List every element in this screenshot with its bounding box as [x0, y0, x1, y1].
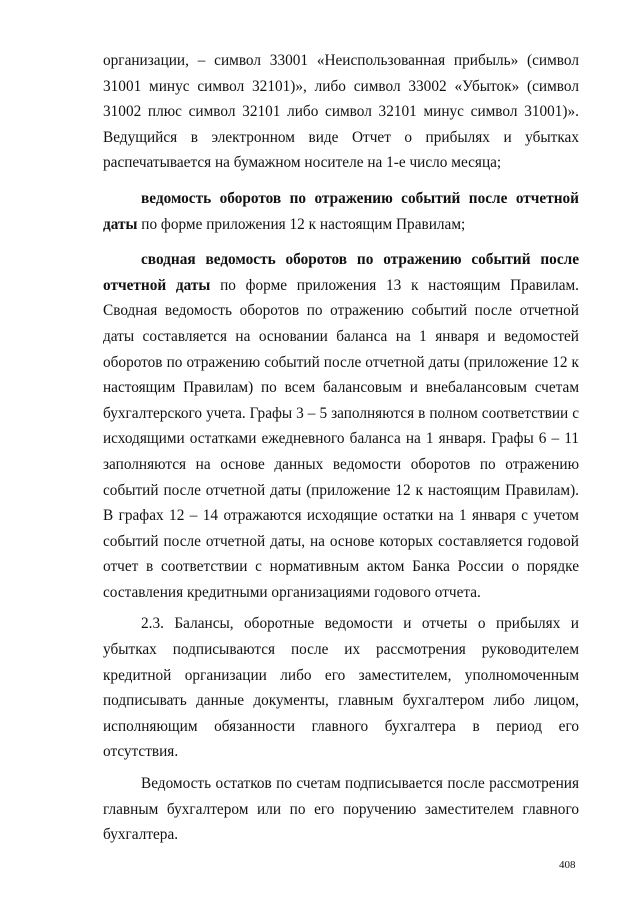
- paragraph-term: ведомость оборотов по отражению событий после отчетной даты: [103, 189, 579, 233]
- paragraph-text: по форме приложения 12 к настоящим Правилам;: [137, 215, 466, 233]
- paragraph-turnover-statement: [103, 186, 579, 237]
- paragraph-text: Ведомость остатков по счетам подписывается после рассмотрения главным бухгалтером или по его поручению заместителем главного бухгалтера.: [103, 775, 579, 844]
- paragraph-text: организации, – символ 33001 «Неиспользованная прибыль» (символ 31001 минус символ 32101)», либо символ 33002 «Убыток» (символ 31002 плюс символ 32101 либо символ 32101 минус символ 31001)». Ведущийся в электронном виде Отчет о прибылях и убытках распечатывается на бумажном носителе на 1-е число месяца;: [103, 52, 579, 172]
- paragraph-continuation: [103, 48, 579, 176]
- page-number: 408: [559, 859, 576, 871]
- paragraph-text: по форме приложения 13 к настоящим Правилам. Сводная ведомость оборотов по отражению событий после отчетной даты составляется на основании баланса на 1 января и ведомостей оборотов по отражению событий после отчетной даты (приложение 12 к настоящим Правилам) по всем балансовым и внебалансовым счетам бухгалтерского учета. Графы 3 – 5 заполняются в полном соответствии с исходящими остатками ежедневного баланса на 1 января. Графы 6 – 11 заполняются на основе данных ведомости оборотов по отражению событий после отчетной даты (приложение 12 к настоящим Правилам). В графах 12 – 14 отражаются исходящие остатки на 1 января с учетом событий после отчетной даты, на основе которых составляется годовой отчет в соответствии с нормативным актом Банка России о порядке составления кредитными организациями годового отчета.: [103, 276, 579, 601]
- paragraph-term: сводная ведомость оборотов по отражению событий после отчетной даты: [103, 251, 579, 294]
- document-page: [103, 48, 579, 848]
- paragraph-summary-turnover-statement: [103, 247, 579, 605]
- paragraph-text: 2.3. Балансы, оборотные ведомости и отчеты о прибылях и убытках подписываются после их рассмотрения руководителем кредитной организации либо его заместителем, уполномоченным подписывать данные документы, главным бухгалтером либо лицом, исполняющим обязанности главного бухгалтера в период его отсутствия.: [103, 615, 579, 761]
- paragraph-balance-statement: [103, 771, 579, 848]
- paragraph-section-2-3: [103, 611, 579, 765]
